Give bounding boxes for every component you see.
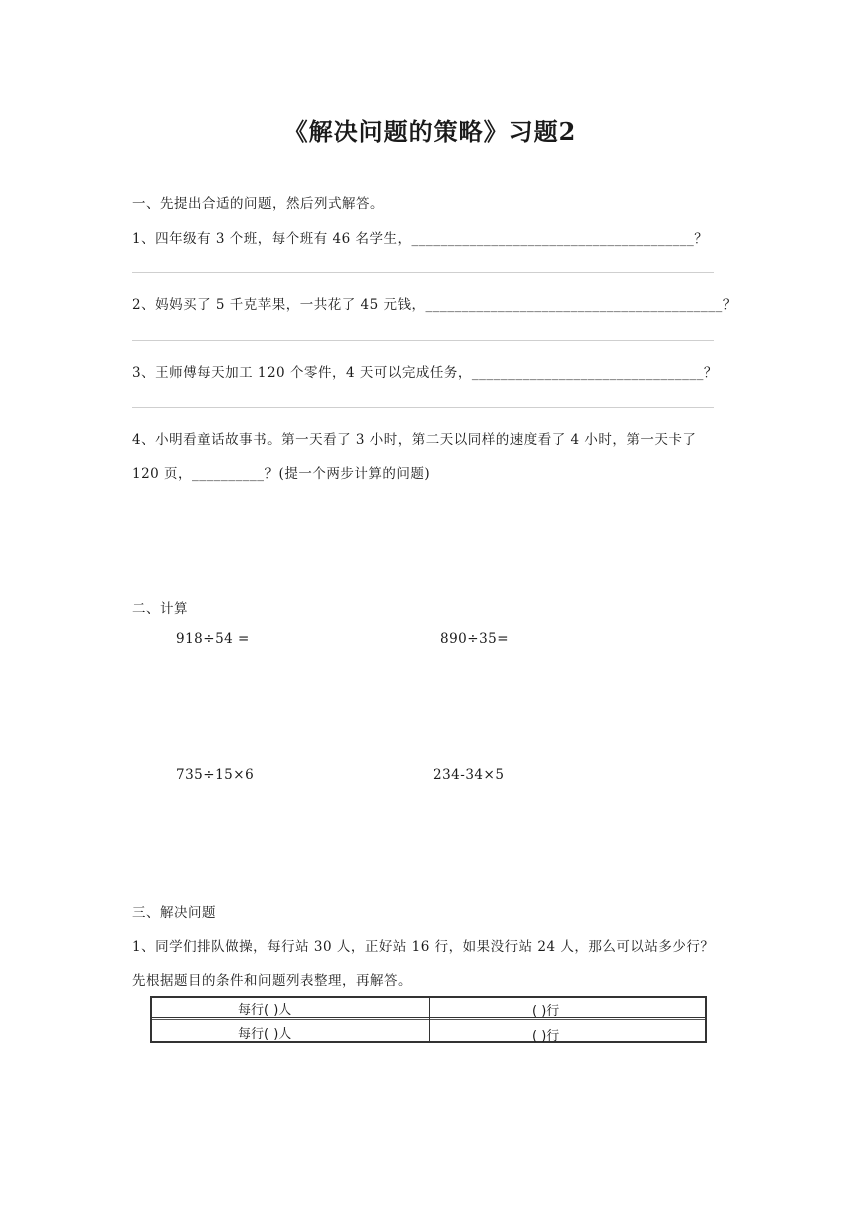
expression-1: 918÷54 = bbox=[176, 631, 250, 647]
table-cell-r2c1: 每行( )人 bbox=[238, 1027, 292, 1042]
section1-heading: 一、先提出合适的问题，然后列式解答。 bbox=[132, 196, 384, 212]
problem-3-1-line2: 先根据题目的条件和问题列表整理，再解答。 bbox=[132, 973, 412, 989]
page-title: 《解决问题的策略》习题2 bbox=[283, 117, 577, 146]
table-divider bbox=[429, 998, 430, 1041]
question-1-4-line1: 4、小明看童话故事书。第一天看了 3 小时，第二天以同样的速度看了 4 小时，第一天卡了 bbox=[132, 432, 697, 448]
question-1-2: 2、妈妈买了 5 千克苹果，一共花了 45 元钱，_________________________________________？ bbox=[132, 297, 737, 313]
expression-2: 890÷35= bbox=[440, 631, 510, 647]
answer-line bbox=[132, 272, 714, 273]
question-1-1: 1、四年级有 3 个班，每个班有 46 名学生，_______________________________________？ bbox=[132, 231, 709, 247]
section3-heading: 三、解决问题 bbox=[132, 905, 216, 921]
data-table bbox=[150, 996, 707, 1043]
section2-heading: 二、计算 bbox=[132, 601, 188, 617]
question-1-4-line2: 120 页，__________？(提一个两步计算的问题) bbox=[132, 466, 431, 482]
table-cell-r2c2: ( )行 bbox=[532, 1029, 560, 1044]
table-cell-r1c1: 每行( )人 bbox=[238, 1003, 292, 1018]
table-cell-r1c2: ( )行 bbox=[532, 1004, 560, 1019]
problem-3-1-line1: 1、同学们排队做操，每行站 30 人，正好站 16 行，如果没行站 24 人，那么可以站多少行？ bbox=[132, 939, 715, 955]
answer-line bbox=[132, 340, 714, 341]
expression-3: 735÷15×6 bbox=[176, 767, 255, 783]
answer-line bbox=[132, 407, 714, 408]
expression-4: 234-34×5 bbox=[433, 767, 505, 783]
question-1-3: 3、王师傅每天加工 120 个零件，4 天可以完成任务，________________________________？ bbox=[132, 365, 718, 381]
